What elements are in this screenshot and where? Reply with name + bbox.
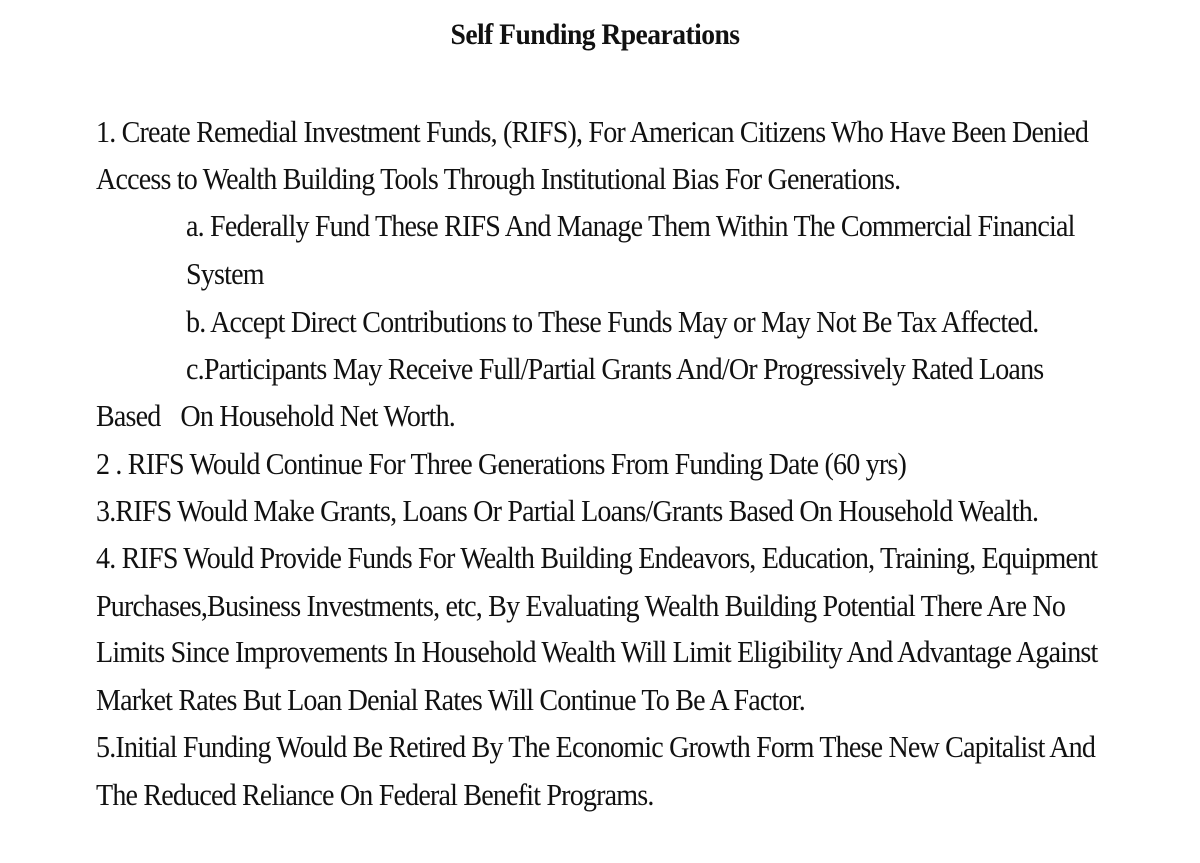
subitem-c-line-2-rest: On Household Net Worth. [180,398,456,433]
item-2: 2 . RIFS Would Continue For Three Generations From Funding Date (60 yrs) [96,446,907,481]
subitem-c-line-2-start: Based [96,398,161,433]
item-4-line-2: Purchases,Business Investments, etc, By Evaluating Wealth Building Potential There Are No [96,588,1066,623]
item-5-line-1: 5.Initial Funding Would Be Retired By The Economic Growth Form These New Capitalist And [96,729,1096,764]
item-3: 3.RIFS Would Make Grants, Loans Or Partial Loans/Grants Based On Household Wealth. [96,493,1039,528]
item-5-line-2: The Reduced Reliance On Federal Benefit Programs. [96,777,654,812]
subitem-c-line-2 [96,398,455,434]
document-title: Self Funding Rpearations [450,18,740,51]
item-4-line-1: 4. RIFS Would Provide Funds For Wealth Building Endeavors, Education, Training, Equipment [96,540,1098,575]
item-1-line-2: Access to Wealth Building Tools Through Institutional Bias For Generations. [96,161,901,196]
item-4-line-4: Market Rates But Loan Denial Rates Will Continue To Be A Factor. [96,682,805,717]
item-4-line-3: Limits Since Improvements In Household Wealth Will Limit Eligibility And Advantage Against [96,634,1098,669]
subitem-b: b. Accept Direct Contributions to These Funds May or May Not Be Tax Affected. [186,304,1039,339]
subitem-c-line-1: c.Participants May Receive Full/Partial Grants And/Or Progressively Rated Loans [186,351,1044,386]
item-1-line-1: 1. Create Remedial Investment Funds, (RIFS), For American Citizens Who Have Been Denied [96,114,1089,149]
subitem-a-line-2: System [186,256,264,291]
subitem-a-line-1: a. Federally Fund These RIFS And Manage Them Within The Commercial Financial [186,208,1075,243]
